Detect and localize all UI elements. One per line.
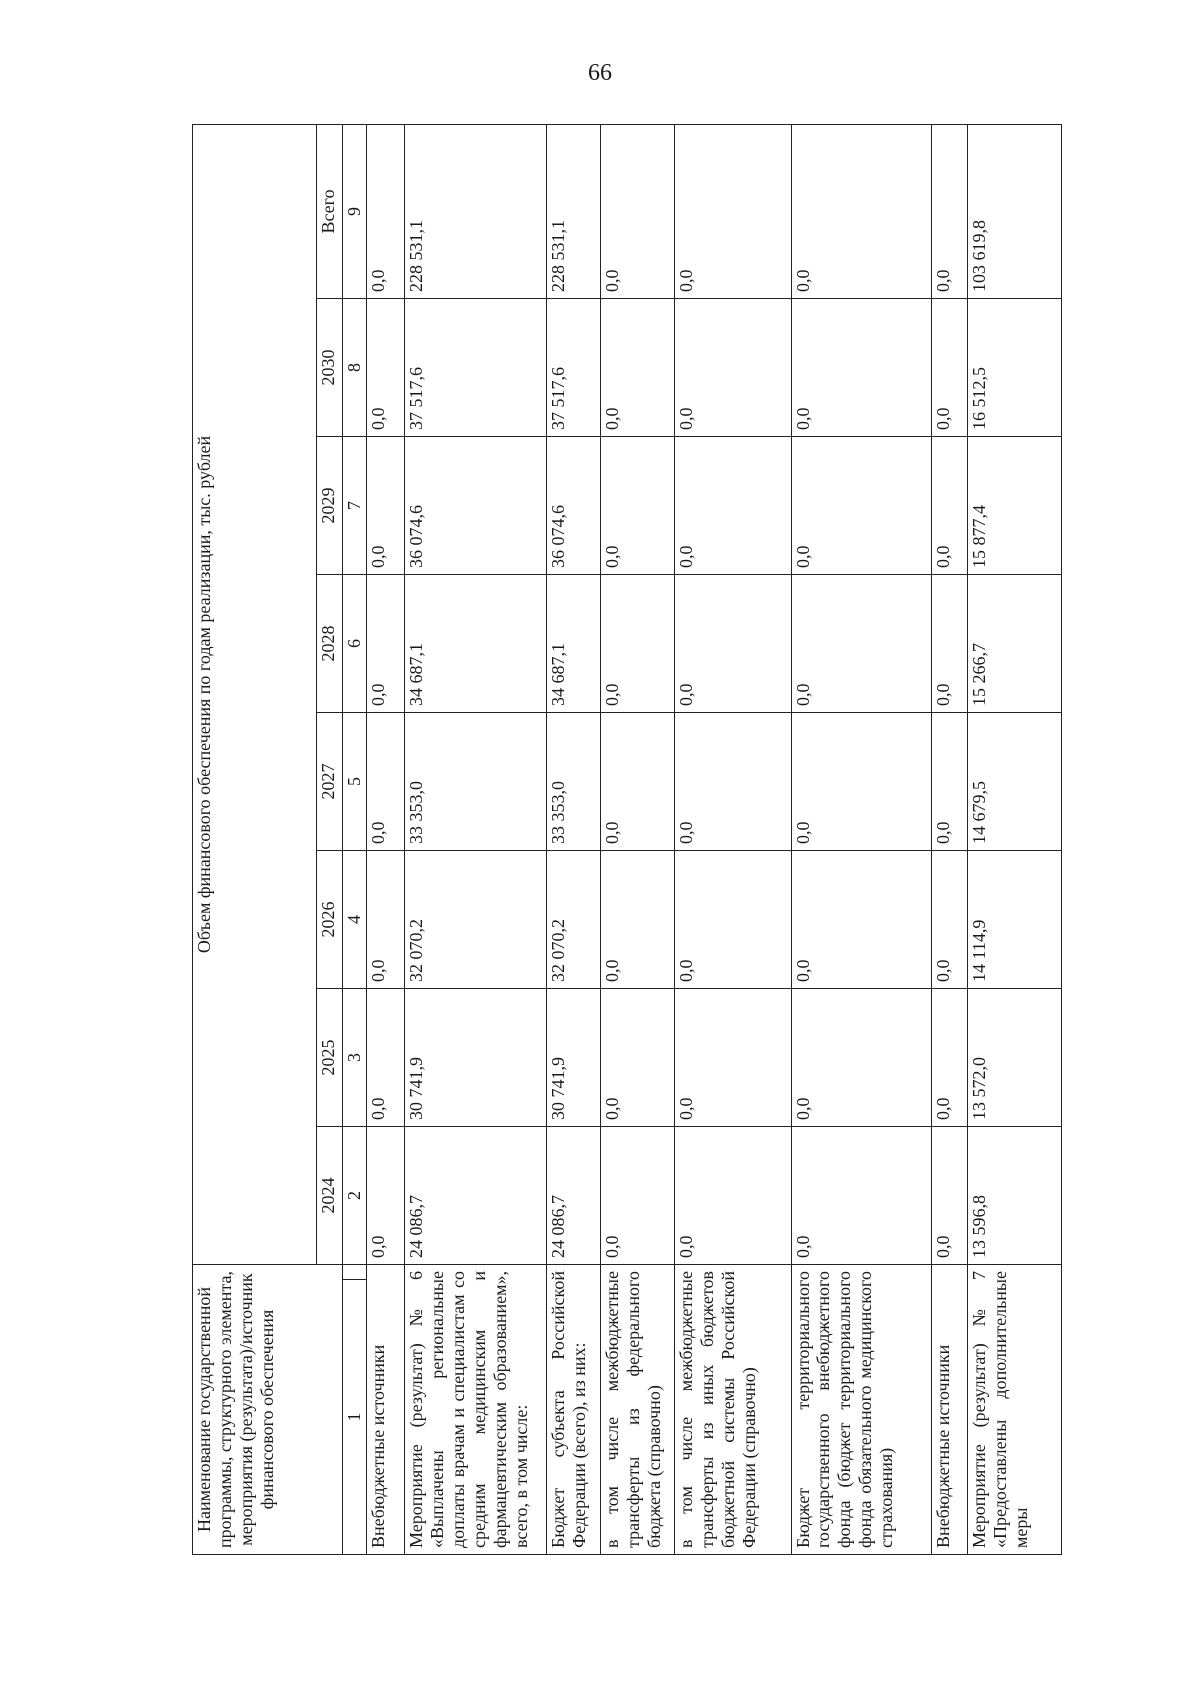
value-cell: 24 086,7 xyxy=(547,1127,601,1265)
index-cell: 3 xyxy=(343,989,367,1127)
value-cell: 30 741,9 xyxy=(547,989,601,1127)
value-cell: 36 074,6 xyxy=(405,437,547,575)
value-cell: 0,0 xyxy=(791,989,931,1127)
value-cell: 37 517,6 xyxy=(547,299,601,437)
value-cell: 0,0 xyxy=(931,124,967,298)
year-header: 2030 xyxy=(317,299,343,437)
index-row xyxy=(343,124,367,1554)
value-cell: 0,0 xyxy=(931,989,967,1127)
value-cell: 24 086,7 xyxy=(405,1127,547,1265)
value-cell: 0,0 xyxy=(601,124,675,298)
value-cell: 30 741,9 xyxy=(405,989,547,1127)
value-cell: 0,0 xyxy=(601,299,675,437)
value-cell: 34 687,1 xyxy=(405,575,547,713)
value-cell: 36 074,6 xyxy=(547,437,601,575)
value-cell: 0,0 xyxy=(675,437,791,575)
value-cell: 0,0 xyxy=(675,851,791,989)
value-cell: 0,0 xyxy=(367,989,405,1127)
value-cell: 32 070,2 xyxy=(547,851,601,989)
row-label: Внебюджетные источники xyxy=(931,1265,967,1555)
value-cell: 228 531,1 xyxy=(405,124,547,298)
financial-table xyxy=(192,124,1062,1555)
column-header-volume: Объем финансового обеспечения по годам реализации, тыс. рублей xyxy=(193,124,317,1264)
value-cell: 0,0 xyxy=(791,299,931,437)
value-cell: 32 070,2 xyxy=(405,851,547,989)
table-row xyxy=(547,124,601,1554)
value-cell: 0,0 xyxy=(931,1127,967,1265)
row-label: Мероприятие (результат) № 7 «Предоставлены дополнительные меры xyxy=(967,1265,1061,1555)
page-number: 66 xyxy=(588,60,612,86)
financial-table-block xyxy=(192,125,1062,1555)
index-cell: 6 xyxy=(343,575,367,713)
value-cell: 0,0 xyxy=(791,124,931,298)
year-header: 2028 xyxy=(317,575,343,713)
year-header: 2026 xyxy=(317,851,343,989)
value-cell: 0,0 xyxy=(675,989,791,1127)
table-row xyxy=(675,124,791,1554)
row-label: в том числе межбюджетные трансферты из федерального бюджета (справочно) xyxy=(601,1265,675,1555)
total-header: Всего xyxy=(317,124,343,298)
table-row xyxy=(601,124,675,1554)
value-cell: 0,0 xyxy=(931,713,967,851)
value-cell: 103 619,8 xyxy=(967,124,1061,298)
table-row xyxy=(791,124,931,1554)
value-cell: 0,0 xyxy=(675,124,791,298)
value-cell: 0,0 xyxy=(367,1127,405,1265)
value-cell: 0,0 xyxy=(791,1127,931,1265)
table-row xyxy=(931,124,967,1554)
value-cell: 14 114,9 xyxy=(967,851,1061,989)
value-cell: 0,0 xyxy=(367,851,405,989)
value-cell: 0,0 xyxy=(931,851,967,989)
index-cell: 2 xyxy=(343,1127,367,1265)
value-cell: 15 877,4 xyxy=(967,437,1061,575)
year-header: 2029 xyxy=(317,437,343,575)
value-cell: 0,0 xyxy=(931,575,967,713)
value-cell: 33 353,0 xyxy=(547,713,601,851)
index-cell: 9 xyxy=(343,124,367,298)
table-row xyxy=(967,124,1061,1554)
value-cell: 34 687,1 xyxy=(547,575,601,713)
value-cell: 0,0 xyxy=(367,575,405,713)
value-cell: 0,0 xyxy=(601,851,675,989)
value-cell: 16 512,5 xyxy=(967,299,1061,437)
index-cell: 5 xyxy=(343,713,367,851)
index-cell: 7 xyxy=(343,437,367,575)
value-cell: 15 266,7 xyxy=(967,575,1061,713)
value-cell: 33 353,0 xyxy=(405,713,547,851)
value-cell: 0,0 xyxy=(601,437,675,575)
index-cell: 8 xyxy=(343,299,367,437)
value-cell: 0,0 xyxy=(791,575,931,713)
value-cell: 0,0 xyxy=(675,575,791,713)
value-cell: 0,0 xyxy=(931,299,967,437)
value-cell: 37 517,6 xyxy=(405,299,547,437)
value-cell: 0,0 xyxy=(791,851,931,989)
value-cell: 0,0 xyxy=(601,989,675,1127)
index-spacer-cell xyxy=(343,1265,367,1280)
year-header: 2024 xyxy=(317,1127,343,1265)
value-cell: 0,0 xyxy=(601,713,675,851)
value-cell: 14 679,5 xyxy=(967,713,1061,851)
index-cell: 4 xyxy=(343,851,367,989)
index-cell: 1 xyxy=(343,1280,367,1555)
value-cell: 0,0 xyxy=(367,299,405,437)
value-cell: 0,0 xyxy=(367,713,405,851)
year-header: 2027 xyxy=(317,713,343,851)
value-cell: 0,0 xyxy=(791,713,931,851)
row-label: Бюджет субъекта Российской Федерации (всего), из них: xyxy=(547,1265,601,1555)
row-label: Бюджет территориального государственного внебюджетного фонда (бюджет территориального фонда обязательного медицинского страхования) xyxy=(791,1265,931,1555)
header-row xyxy=(193,124,317,1554)
year-header: 2025 xyxy=(317,989,343,1127)
value-cell: 13 572,0 xyxy=(967,989,1061,1127)
value-cell: 0,0 xyxy=(675,1127,791,1265)
value-cell: 0,0 xyxy=(367,124,405,298)
value-cell: 0,0 xyxy=(675,299,791,437)
value-cell: 0,0 xyxy=(931,437,967,575)
row-label: в том числе межбюджетные трансферты из иных бюджетов бюджетной системы Российской Федерации (справочно) xyxy=(675,1265,791,1555)
value-cell: 0,0 xyxy=(367,437,405,575)
table-row xyxy=(367,124,405,1554)
value-cell: 0,0 xyxy=(601,1127,675,1265)
value-cell: 0,0 xyxy=(601,575,675,713)
row-label: Внебюджетные источники xyxy=(367,1265,405,1555)
table-row xyxy=(405,124,547,1554)
column-header-name: Наименование государственной программы, структурного элемента, мероприятия (результата)/источник финансового обеспечения xyxy=(193,1265,343,1555)
value-cell: 228 531,1 xyxy=(547,124,601,298)
row-label: Мероприятие (результат) № 6 «Выплачены региональные доплаты врачам и специалистам со средним медицинским и фармацевтическим образованием», всего, в том числе: xyxy=(405,1265,547,1555)
value-cell: 0,0 xyxy=(791,437,931,575)
value-cell: 13 596,8 xyxy=(967,1127,1061,1265)
value-cell: 0,0 xyxy=(675,713,791,851)
